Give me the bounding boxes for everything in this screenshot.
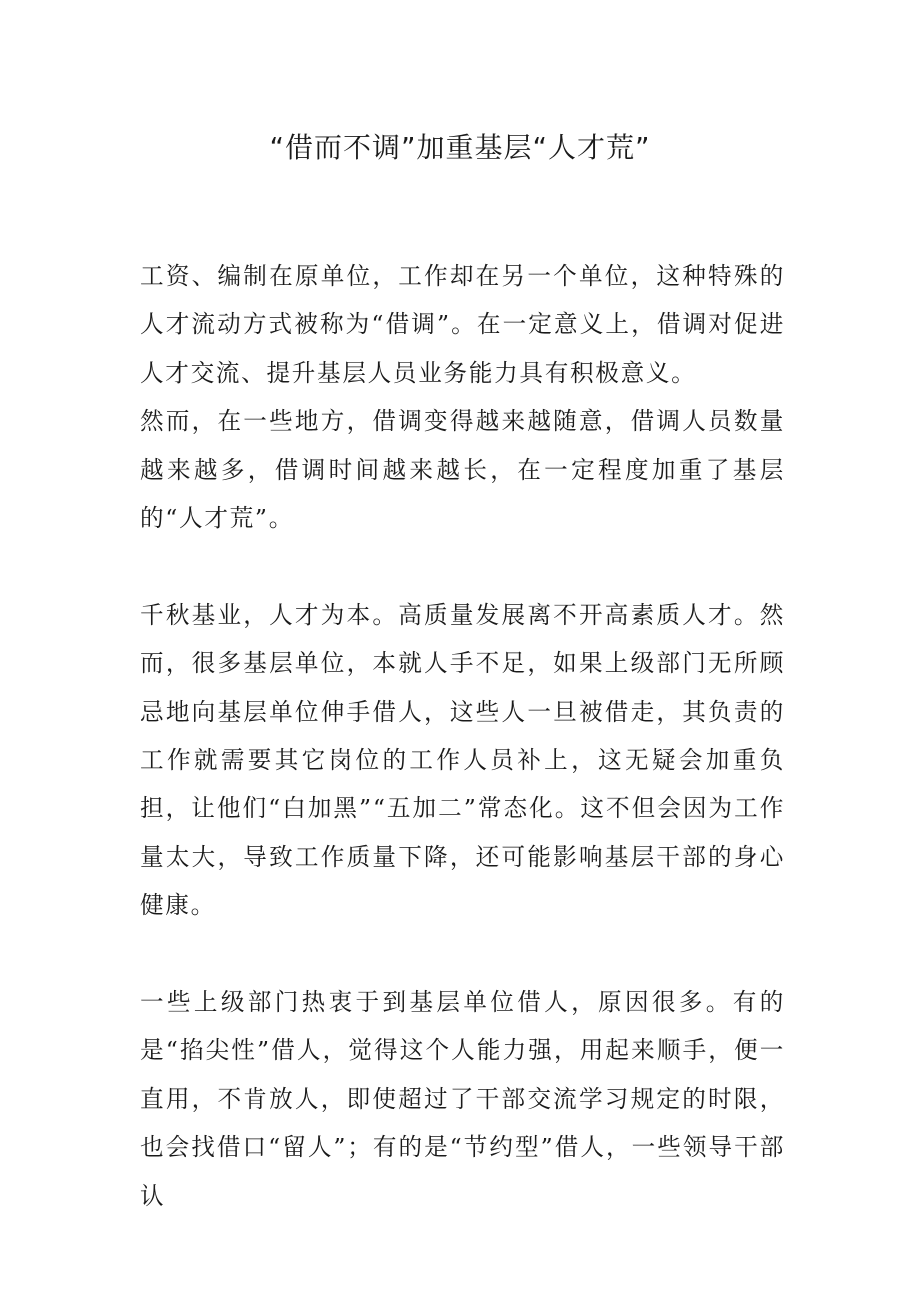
paragraph-gap bbox=[140, 930, 785, 978]
paragraph-3: 千秋基业，人才为本。高质量发展离不开高素质人才。然而，很多基层单位，本就人手不足，如果上级部门无所顾忌地向基层单位伸手借人，这些人一旦被借走，其负责的工作就需要其它岗位的工作人员补上，这无疑会加重负担，让他们“白加黑”“五加二”常态化。这不但会因为工作量太大，导致工作质量下降，还可能影响基层干部的身心健康。 bbox=[140, 600, 785, 920]
paragraph-1: 工资、编制在原单位，工作却在另一个单位，这种特殊的人才流动方式被称为“借调”。在一定意义上，借调对促进人才交流、提升基层人员业务能力具有积极意义。 bbox=[140, 262, 785, 387]
document-body bbox=[140, 252, 785, 1220]
paragraph-4: 一些上级部门热衷于到基层单位借人，原因很多。有的是“掐尖性”借人，觉得这个人能力强，用起来顺手，便一直用，不肯放人，即使超过了干部交流学习规定的时限，也会找借口“留人”；有的是“节约型”借人，一些领导干部认 bbox=[140, 988, 785, 1210]
paragraph-gap bbox=[140, 542, 785, 590]
paragraph-2: 然而，在一些地方，借调变得越来越随意，借调人员数量越来越多，借调时间越来越长，在一定程度加重了基层的“人才荒”。 bbox=[140, 407, 785, 533]
document-title: “借而不调”加重基层“人才荒” bbox=[269, 131, 651, 164]
